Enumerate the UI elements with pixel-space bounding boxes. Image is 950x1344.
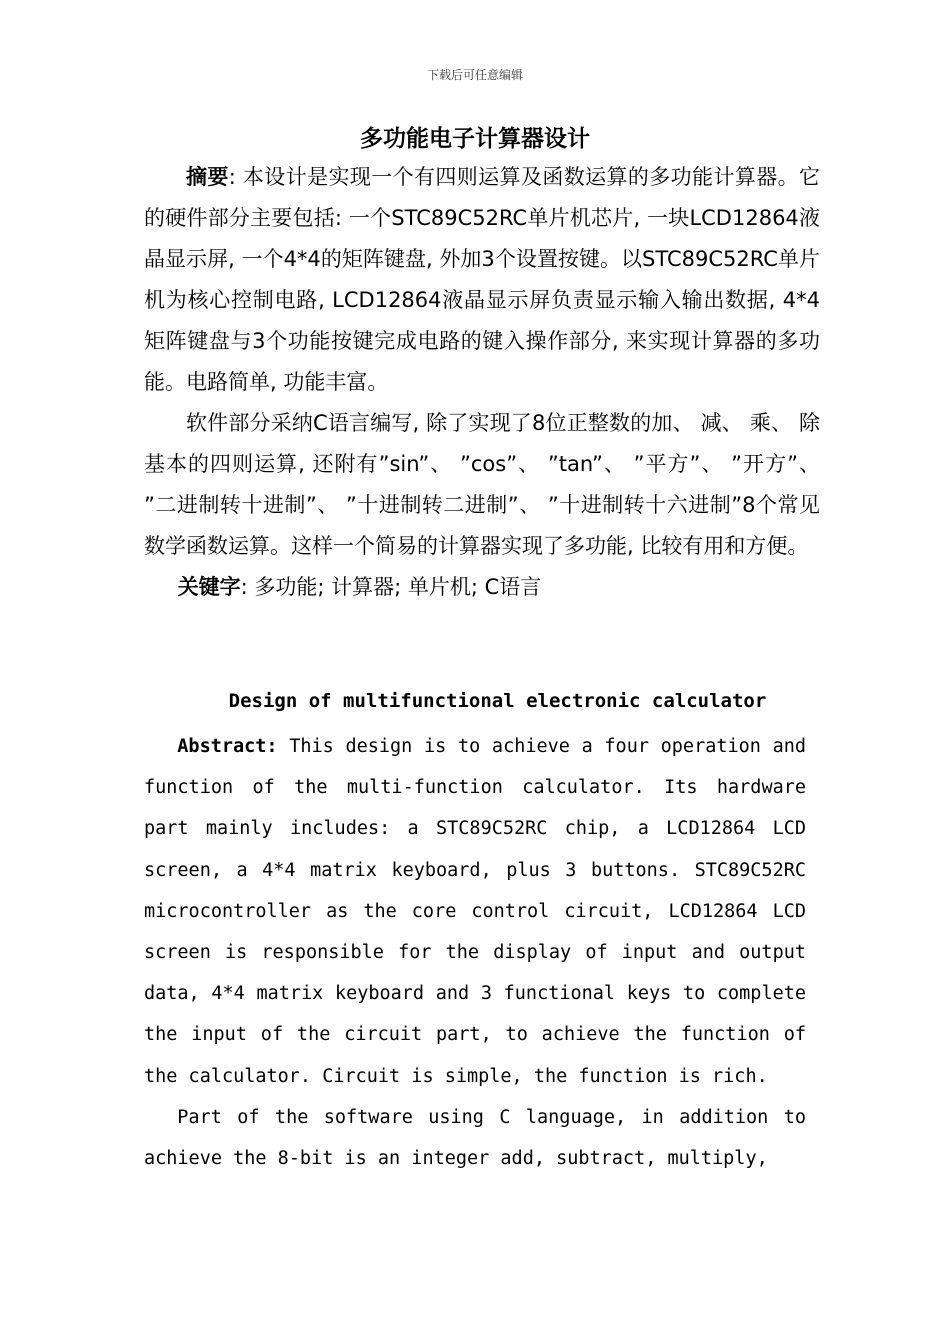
page-title: 多功能电子计算器设计 [360,126,590,152]
cn-keywords-paragraph [144,567,820,608]
en-abstract-text: This design is to achieve a four operation and function of the multi-function calculator. Its hardware part mainly includes: a STC89C52RC chip, a LCD12864 LCD screen, a 4*4 matrix keyboard, plus 3 buttons. STC89C52RC microcontroller as the core control circuit, LCD12864 LCD screen is responsible for the display of input and output data, 4*4 matrix keyboard and 3 functional keys to complete the input of the circuit part, to achieve the function of the calculator. Circuit is simple, the function is rich. [144,736,806,1087]
cn-abstract-paragraph [144,157,820,403]
cn-abstract-text: : 本设计是实现一个有四则运算及函数运算的多功能计算器。它的硬件部分主要包括: 一个STC89C52RC单片机芯片, 一块LCD12864液晶显示屏, 一个4*4的矩阵键盘, 外加3个设置按键。以STC89C52RC单片机为核心控制电路, LCD12864液晶显示屏负责显示输入输出数据, 4*4矩阵键盘与3个功能按键完成电路的键入操作部分, 来实现计算器的多功能。电路简单, 功能丰富。 [144,165,821,394]
en-paragraph-2: Part of the software using C language, in addition to achieve the 8-bit is an integer add, subtract, multiply, [144,1106,806,1170]
cn-keywords-text: : 多功能; 计算器; 单片机; C语言 [240,575,542,599]
cn-paragraph-2: 软件部分采纳C语言编写, 除了实现了8位正整数的加、 减、 乘、 除基本的四则运算, 还附有”sin”、 ”cos”、 ”tan”、 ”平方”、 ”开方”、 ”二进制转十进制”、 ”十进制转二进制”、 ”十进制转十六进制”8个常见数学函数运算。这样一个简易的计算器实现了多功能, 比较有用和方便。 [144,411,820,558]
english-abstract-section [144,726,806,1179]
en-abstract-paragraph [144,726,806,1097]
page-header-note: 下载后可任意编辑 [426,68,523,82]
cn-abstract-label: 摘要 [186,165,229,189]
chinese-abstract-section [144,157,820,608]
english-title: Design of multifunctional electronic calculator [228,690,767,712]
cn-keywords-label: 关键字 [177,575,241,599]
en-abstract-label: Abstract: [177,736,278,757]
